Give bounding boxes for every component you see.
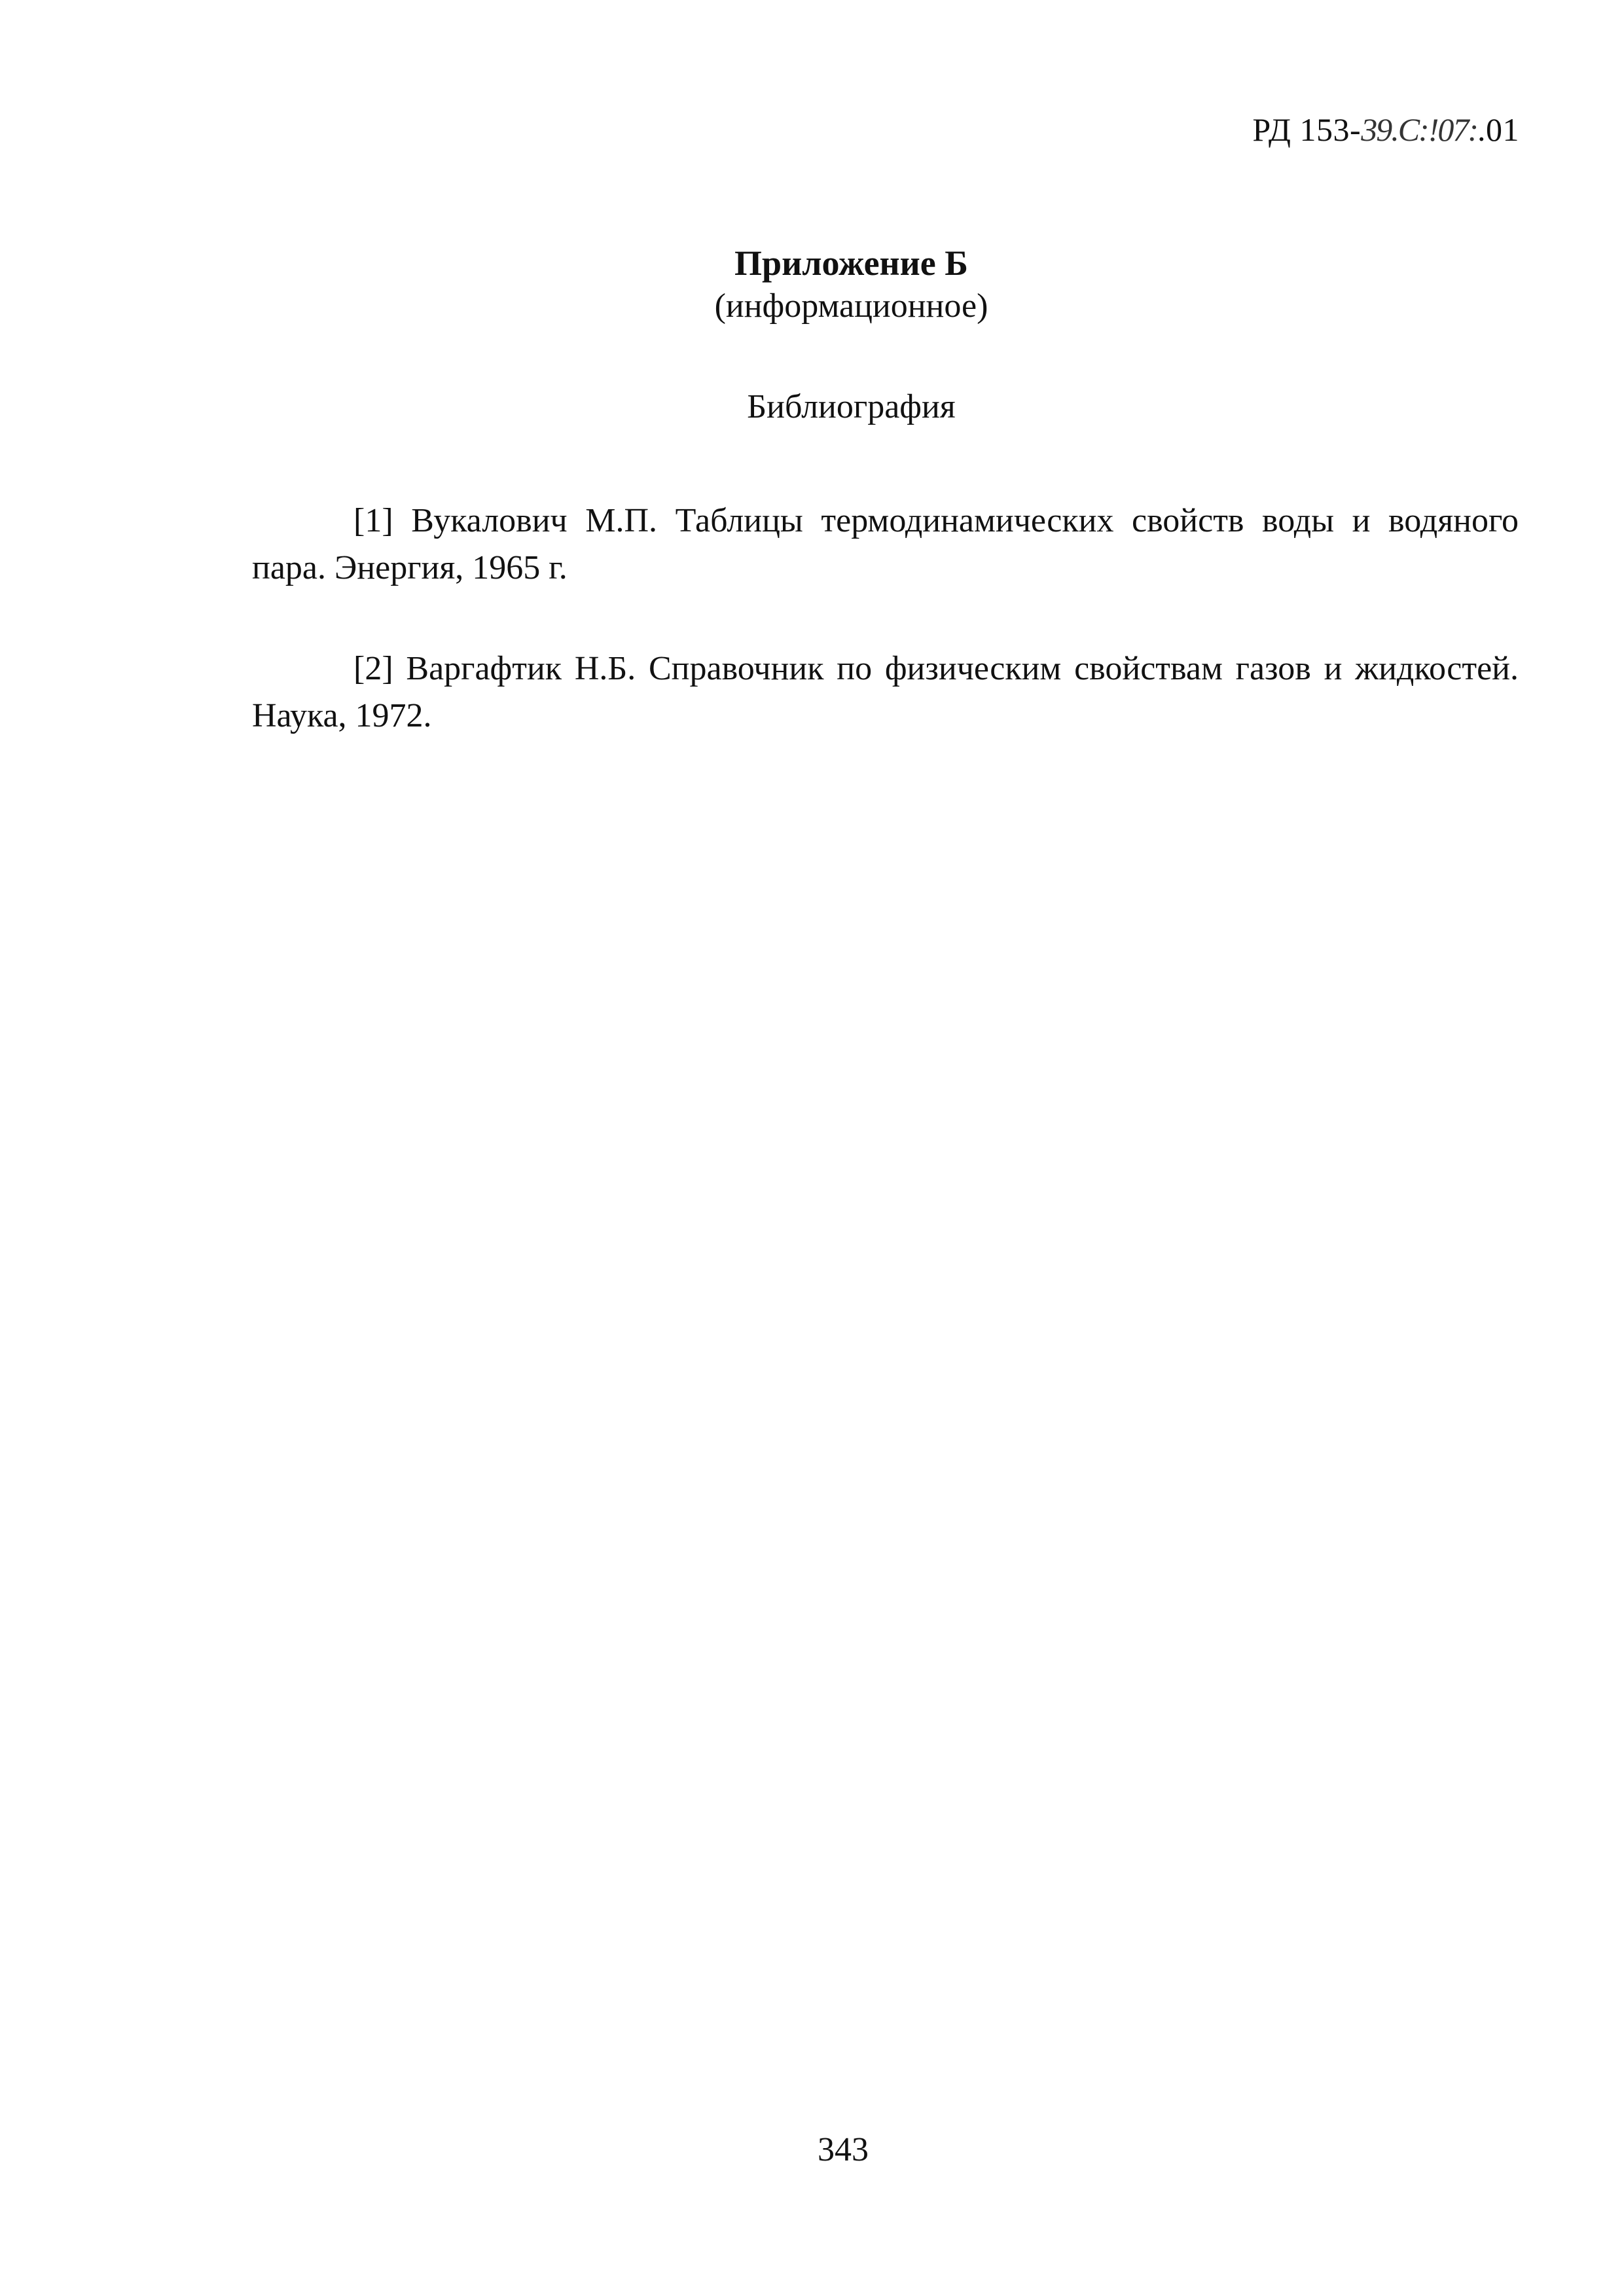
reference-list xyxy=(252,497,1519,793)
reference-item: [1] Вукалович М.П. Таблицы термодинамических свойств воды и водяного пара. Энергия, 1965 г. xyxy=(252,502,1519,586)
document-code-prefix: РД 153- xyxy=(1252,111,1362,148)
document-code-obscured: 39.С:!07: xyxy=(1361,111,1477,148)
page-number: 343 xyxy=(818,2131,869,2168)
document-code-suffix: .01 xyxy=(1477,111,1519,148)
appendix-kind: (информационное) xyxy=(714,287,988,325)
document-code xyxy=(1252,110,1519,149)
appendix-title: Приложение Б xyxy=(734,243,968,283)
bibliography-title: Библиография xyxy=(747,388,956,425)
reference-item: [2] Варгафтик Н.Б. Справочник по физическим свойствам газов и жидкостей. Наука, 1972. xyxy=(252,650,1519,734)
appendix-heading xyxy=(0,242,1624,428)
